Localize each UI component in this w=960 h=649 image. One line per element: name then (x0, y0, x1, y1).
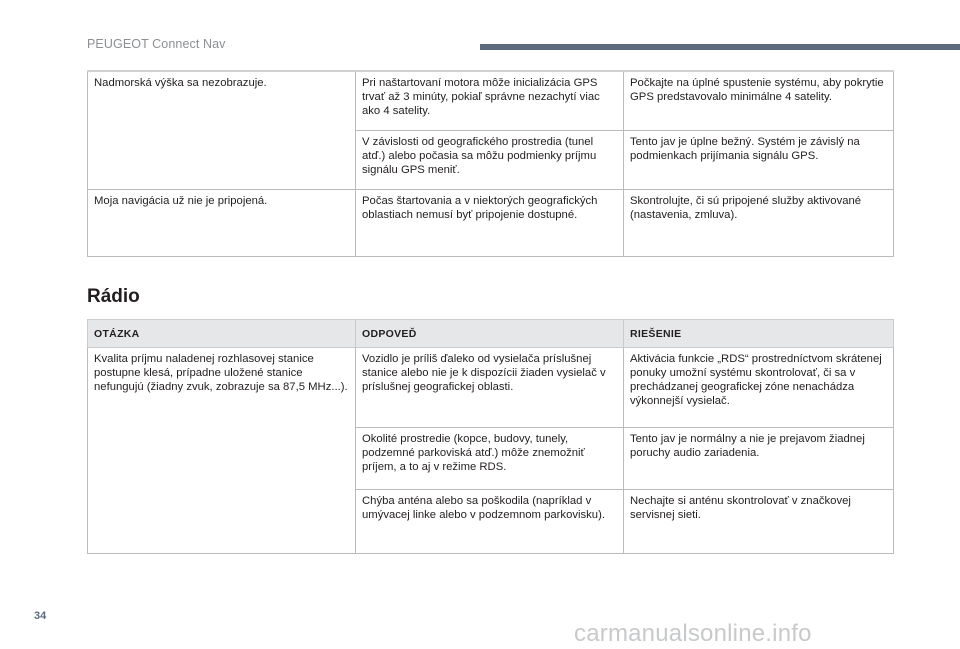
solution-cell: Tento jav je úplne bežný. Systém je závislý na podmienkach prijímania signálu GPS. (624, 130, 894, 189)
cause-cell: Pri naštartovaní motora môže inicializácia GPS trvať až 3 minúty, pokiaľ správne nezachytí viac ako 4 satelity. (356, 71, 624, 130)
page-number: 34 (34, 610, 47, 622)
column-header-question: OTÁZKA (88, 320, 356, 348)
question-cell: Moja navigácia už nie je pripojená. (88, 189, 356, 256)
cause-cell: Vozidlo je príliš ďaleko od vysielača príslušnej stanice alebo nie je k dispozícii žiaden vysielač v príslušnej geografickej oblasti. (356, 348, 624, 428)
radio-troubleshooting-table (87, 319, 894, 554)
solution-cell: Skontrolujte, či sú pripojené služby aktivované (nastavenia, zmluva). (624, 189, 894, 256)
manual-title: PEUGEOT Connect Nav (87, 37, 226, 51)
gps-troubleshooting-table (87, 70, 894, 257)
solution-cell: Aktivácia funkcie „RDS“ prostredníctvom skrátenej ponuky umožní systému skontrolovať, či sa v prechádzanej geografickej zóne nenachádza výkonnejší vysielač. (624, 348, 894, 428)
cause-cell: Chýba anténa alebo sa poškodila (napríklad v umývacej linke alebo v podzemnom parkovisku). (356, 490, 624, 554)
solution-cell: Počkajte na úplné spustenie systému, aby pokrytie GPS predstavovalo minimálne 4 satelity. (624, 71, 894, 130)
column-header-solution: RIEŠENIE (624, 320, 894, 348)
table-row (88, 189, 894, 256)
question-cell: Kvalita príjmu naladenej rozhlasovej stanice postupne klesá, prípadne uložené stanice nefungujú (žiadny zvuk, zobrazuje sa 87,5 MHz...). (88, 348, 356, 554)
solution-cell: Tento jav je normálny a nie je prejavom žiadnej poruchy audio zariadenia. (624, 428, 894, 490)
watermark: carmanualsonline.info (574, 620, 812, 647)
cause-cell: Okolité prostredie (kopce, budovy, tunely, podzemné parkoviská atď.) môže znemožniť príjem, a to aj v režime RDS. (356, 428, 624, 490)
cause-cell: V závislosti od geografického prostredia (tunel atď.) alebo počasia sa môžu podmienky príjmu signálu GPS meniť. (356, 130, 624, 189)
column-header-answer: ODPOVEĎ (356, 320, 624, 348)
section-heading: Rádio (87, 286, 140, 307)
question-cell: Nadmorská výška sa nezobrazuje. (88, 71, 356, 189)
table-row (88, 71, 894, 130)
table-row (88, 348, 894, 428)
table-header-row (88, 320, 894, 348)
cause-cell: Počas štartovania a v niektorých geografických oblastiach nemusí byť pripojenie dostupné. (356, 189, 624, 256)
solution-cell: Nechajte si anténu skontrolovať v značkovej servisnej sieti. (624, 490, 894, 554)
header-accent-bar (480, 44, 960, 50)
